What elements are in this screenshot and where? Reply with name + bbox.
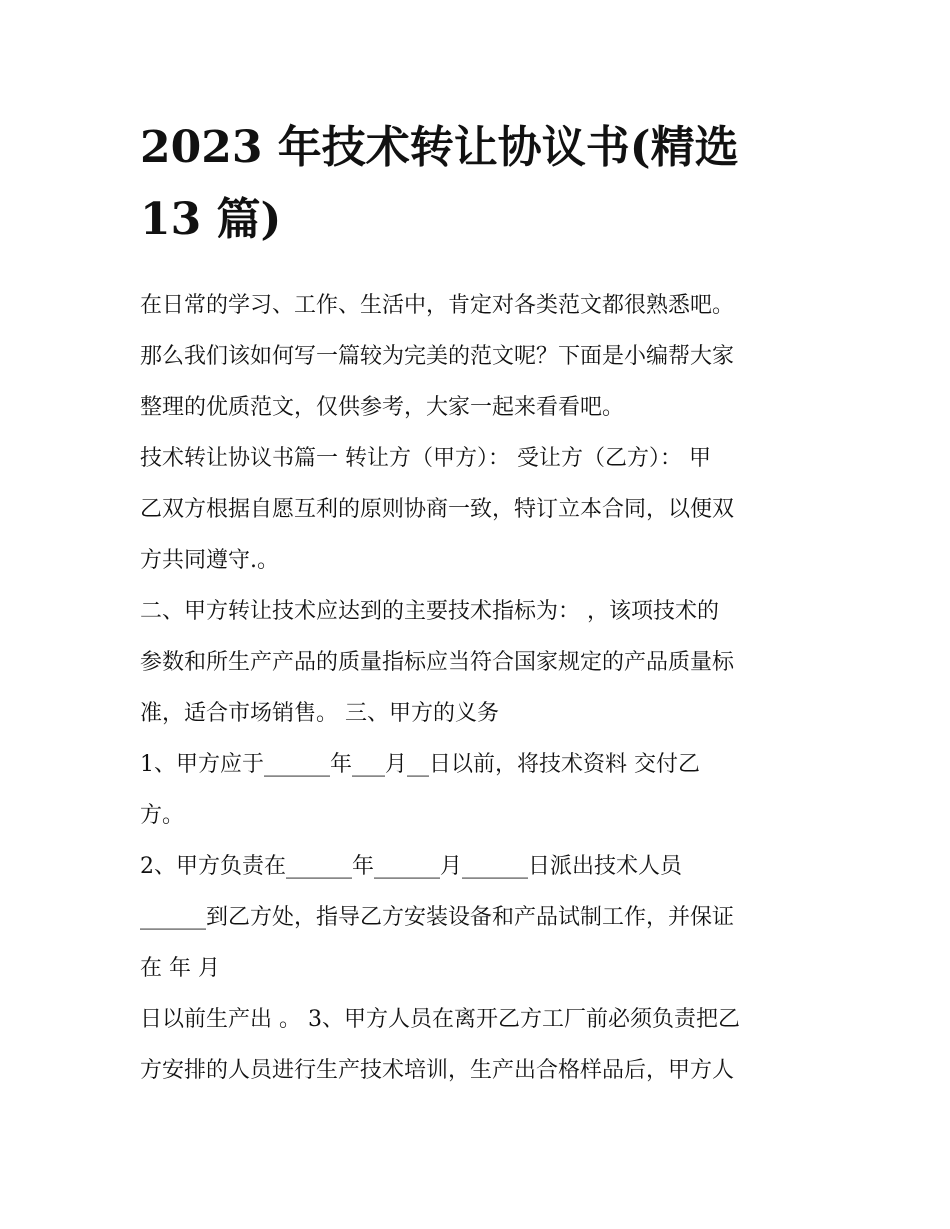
- body-line: 二、甲方转让技术应达到的主要技术指标为： ，该项技术的: [140, 599, 719, 624]
- title-line: 13 篇): [140, 194, 282, 245]
- body-line: ______到乙方处，指导乙方安装设备和产品试制工作，并保证: [140, 905, 735, 930]
- document-page: [140, 112, 812, 1096]
- body-line: 1、甲方应于______年___月__日以前，将技术资料 交付乙: [140, 752, 700, 777]
- body-line: 2、甲方负责在______年______月______日派出技术人员: [140, 854, 682, 879]
- body-line: 方共同遵守.。: [140, 548, 279, 573]
- body-line: 在 年 月: [140, 956, 220, 981]
- body-line: 整理的优质范文，仅供参考，大家一起来看看吧。: [140, 395, 625, 420]
- body-line: 乙双方根据自愿互利的原则协商一致，特订立本合同，以便双: [140, 497, 735, 522]
- body-line: 在日常的学习、工作、生活中，肯定对各类范文都很熟悉吧。: [140, 293, 735, 318]
- title-line: 2023 年技术转让协议书(精选: [140, 122, 739, 173]
- body-line: 参数和所生产产品的质量指标应当符合国家规定的产品质量标: [140, 650, 735, 675]
- body-line: 准，适合市场销售。 三、甲方的义务: [140, 701, 499, 726]
- body-line: 方。: [140, 803, 185, 828]
- body-line: 技术转让协议书篇一 转让方（甲方）： 受让方（乙方）： 甲: [140, 446, 711, 471]
- document-body: [140, 280, 812, 1096]
- body-line: 日以前生产出 。 3、甲方人员在离开乙方工厂前必须负责把乙: [140, 1007, 740, 1032]
- body-line: 那么我们该如何写一篇较为完美的范文呢？下面是小编帮大家: [140, 344, 735, 369]
- body-line: 方安排的人员进行生产技术培训，生产出合格样品后，甲方人: [140, 1058, 735, 1083]
- document-title: [140, 112, 812, 256]
